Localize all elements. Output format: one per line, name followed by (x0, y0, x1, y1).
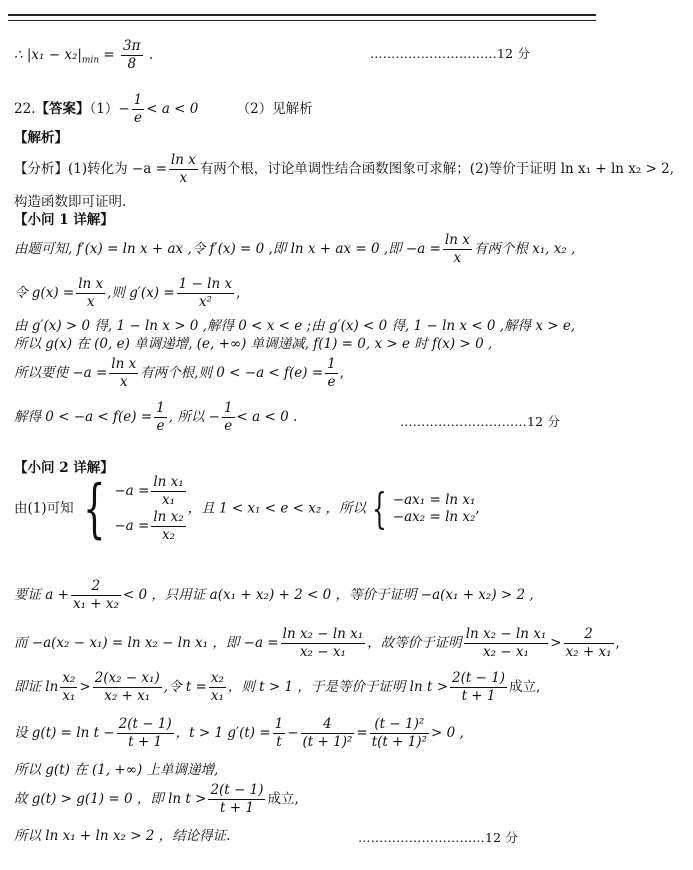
s2-line-6: 所以 g(t) 在 (1, +∞) 上单调递增, (14, 762, 219, 778)
fenxi-line-2: 构造函数即可证明. (14, 194, 127, 210)
s2-system-line: 由(1)可知 { −a = $\frac{\text{ln x₁}}{\text{x₁}}$ −a = $\frac{\text{ln x₂}}{\text{x₂}}$ ，且 1 < x₁ < e < x₂ ，所以 { −ax₁ = ln x₁ −ax₂ = ln x₂ , (14, 471, 480, 546)
score-marker: …………………………12 分 (358, 830, 519, 845)
equation-system: −a = $\frac{\text{ln x₁}}{\text{x₁}}$ −a = $\frac{\text{ln x₂}}{\text{x₂}}$ (114, 474, 184, 543)
score-marker: …………………………12 分 (400, 414, 561, 429)
fenxi-line: 【分析】(1)转化为 −a = $\frac{\text{ln x}}{x}$ 有两个根，讨论单调性结合函数图象可求解；(2)等价于证明 ln x₁ + ln x₂ > 2, (14, 152, 675, 186)
score-marker: …………………………12 分 (370, 46, 531, 61)
s1-line-1: 由题可知, f′(x) = ln x + ax ,令 f′(x) = 0 ,即 ln x + ax = 0 ,即 −a = $\frac{\text{ln x}}{x}$ 有两个根 x₁, x₂ , (14, 232, 576, 266)
s2-line-2: 要证 a + $\frac{2}{\text{x₁ + x₂}}$ < 0 ，只用证 a(x₁ + x₂) + 2 < 0 ，等价于证明 −a(x₁ + x₂) > 2 , (14, 578, 534, 612)
equation-system: −ax₁ = ln x₁ −ax₂ = ln x₂ (392, 491, 476, 525)
left-brace: { (82, 471, 106, 546)
left-brace: { (372, 483, 387, 533)
s2-line-7: 故 g(t) > g(1) = 0 ，即 ln t > $\frac{2(t - 1)}{t + 1}$ 成立, (14, 782, 299, 816)
s2-line-4: 即证 ln $\frac{\text{x₂}}{\text{x₁}}$ > $\frac{\text{2(x₂ − x₁)}}{\text{x₂ + x₁}}$ ,令 t = $\frac{\text{x₂}}{\text{x₁}}$ ，则 t > 1 ，于是等价于证明 ln t > $\frac{2(t - 1)}{t + 1}$ 成立, (14, 670, 541, 704)
conclusion-line: ∴ $|x_1 - x_2|_{min}$ = $\frac{3\pi}{8}$ . (14, 38, 154, 72)
s1-line-4: 所以 g(x) 在 (0, e) 单调递增, (e, +∞) 单调递减, f(1) = 0, x > e 时 f(x) > 0 , (14, 336, 493, 352)
s1-line-2: 令 g(x) = $\frac{\text{ln x}}{x}$ ,则 g′(x) = $\frac{\text{1 − ln x}}{\text{x²}}$ , (14, 276, 241, 310)
fraction: $\frac{3\pi}{8}$ (123, 38, 141, 72)
s1-line-3: 由 g′(x) > 0 得, 1 − ln x > 0 ,解得 0 < x < e ;由 g′(x) < 0 得, 1 − ln x < 0 ,解得 x > e, (14, 318, 576, 334)
small-question-1-heading: 【小问 1 详解】 (14, 212, 114, 228)
s2-line-3: 而 −a(x₂ − x₁) = ln x₂ − ln x₁ ，即 −a = $\frac{\text{ln x₂ − ln x₁}}{\text{x₂ − x₁}}$ ，故等价于证明 $\frac{\text{ln x₂ − ln x₁}}{\text{x₂ − x₁}}$ > $\frac{2}{\text{x₂ + x₁}}$ , (14, 626, 620, 660)
header-rule-thin (8, 20, 596, 21)
small-question-2-heading: 【小问 2 详解】 (14, 460, 114, 476)
header-rule-thick (8, 14, 596, 16)
s2-line-8: 所以 ln x₁ + ln x₂ > 2 ，结论得证. (14, 828, 231, 844)
s2-line-5: 设 g(t) = ln t − $\frac{2(t - 1)}{t + 1}$ ，t > 1 g′(t) = $\frac{1}{t}$ − $\frac{4}{\text{(t + 1)²}}$ = $\frac{\text{(t − 1)²}}{\text{t(t + 1)²}}$ > 0 , (14, 716, 464, 750)
s1-line-5: 所以要使 −a = $\frac{\text{ln x}}{x}$ 有两个根,则 0 < −a < f(e) = $\frac{1}{e}$ , (14, 356, 345, 390)
analysis-heading: 【解析】 (14, 130, 68, 146)
answer-line: 22.【答案】（1）− $\frac{1}{e}$ < a < 0 （2）见解析 (14, 92, 313, 126)
s1-line-6: 解得 0 < −a < f(e) = $\frac{1}{e}$ , 所以 − $\frac{1}{e}$ < a < 0 . (14, 400, 298, 434)
